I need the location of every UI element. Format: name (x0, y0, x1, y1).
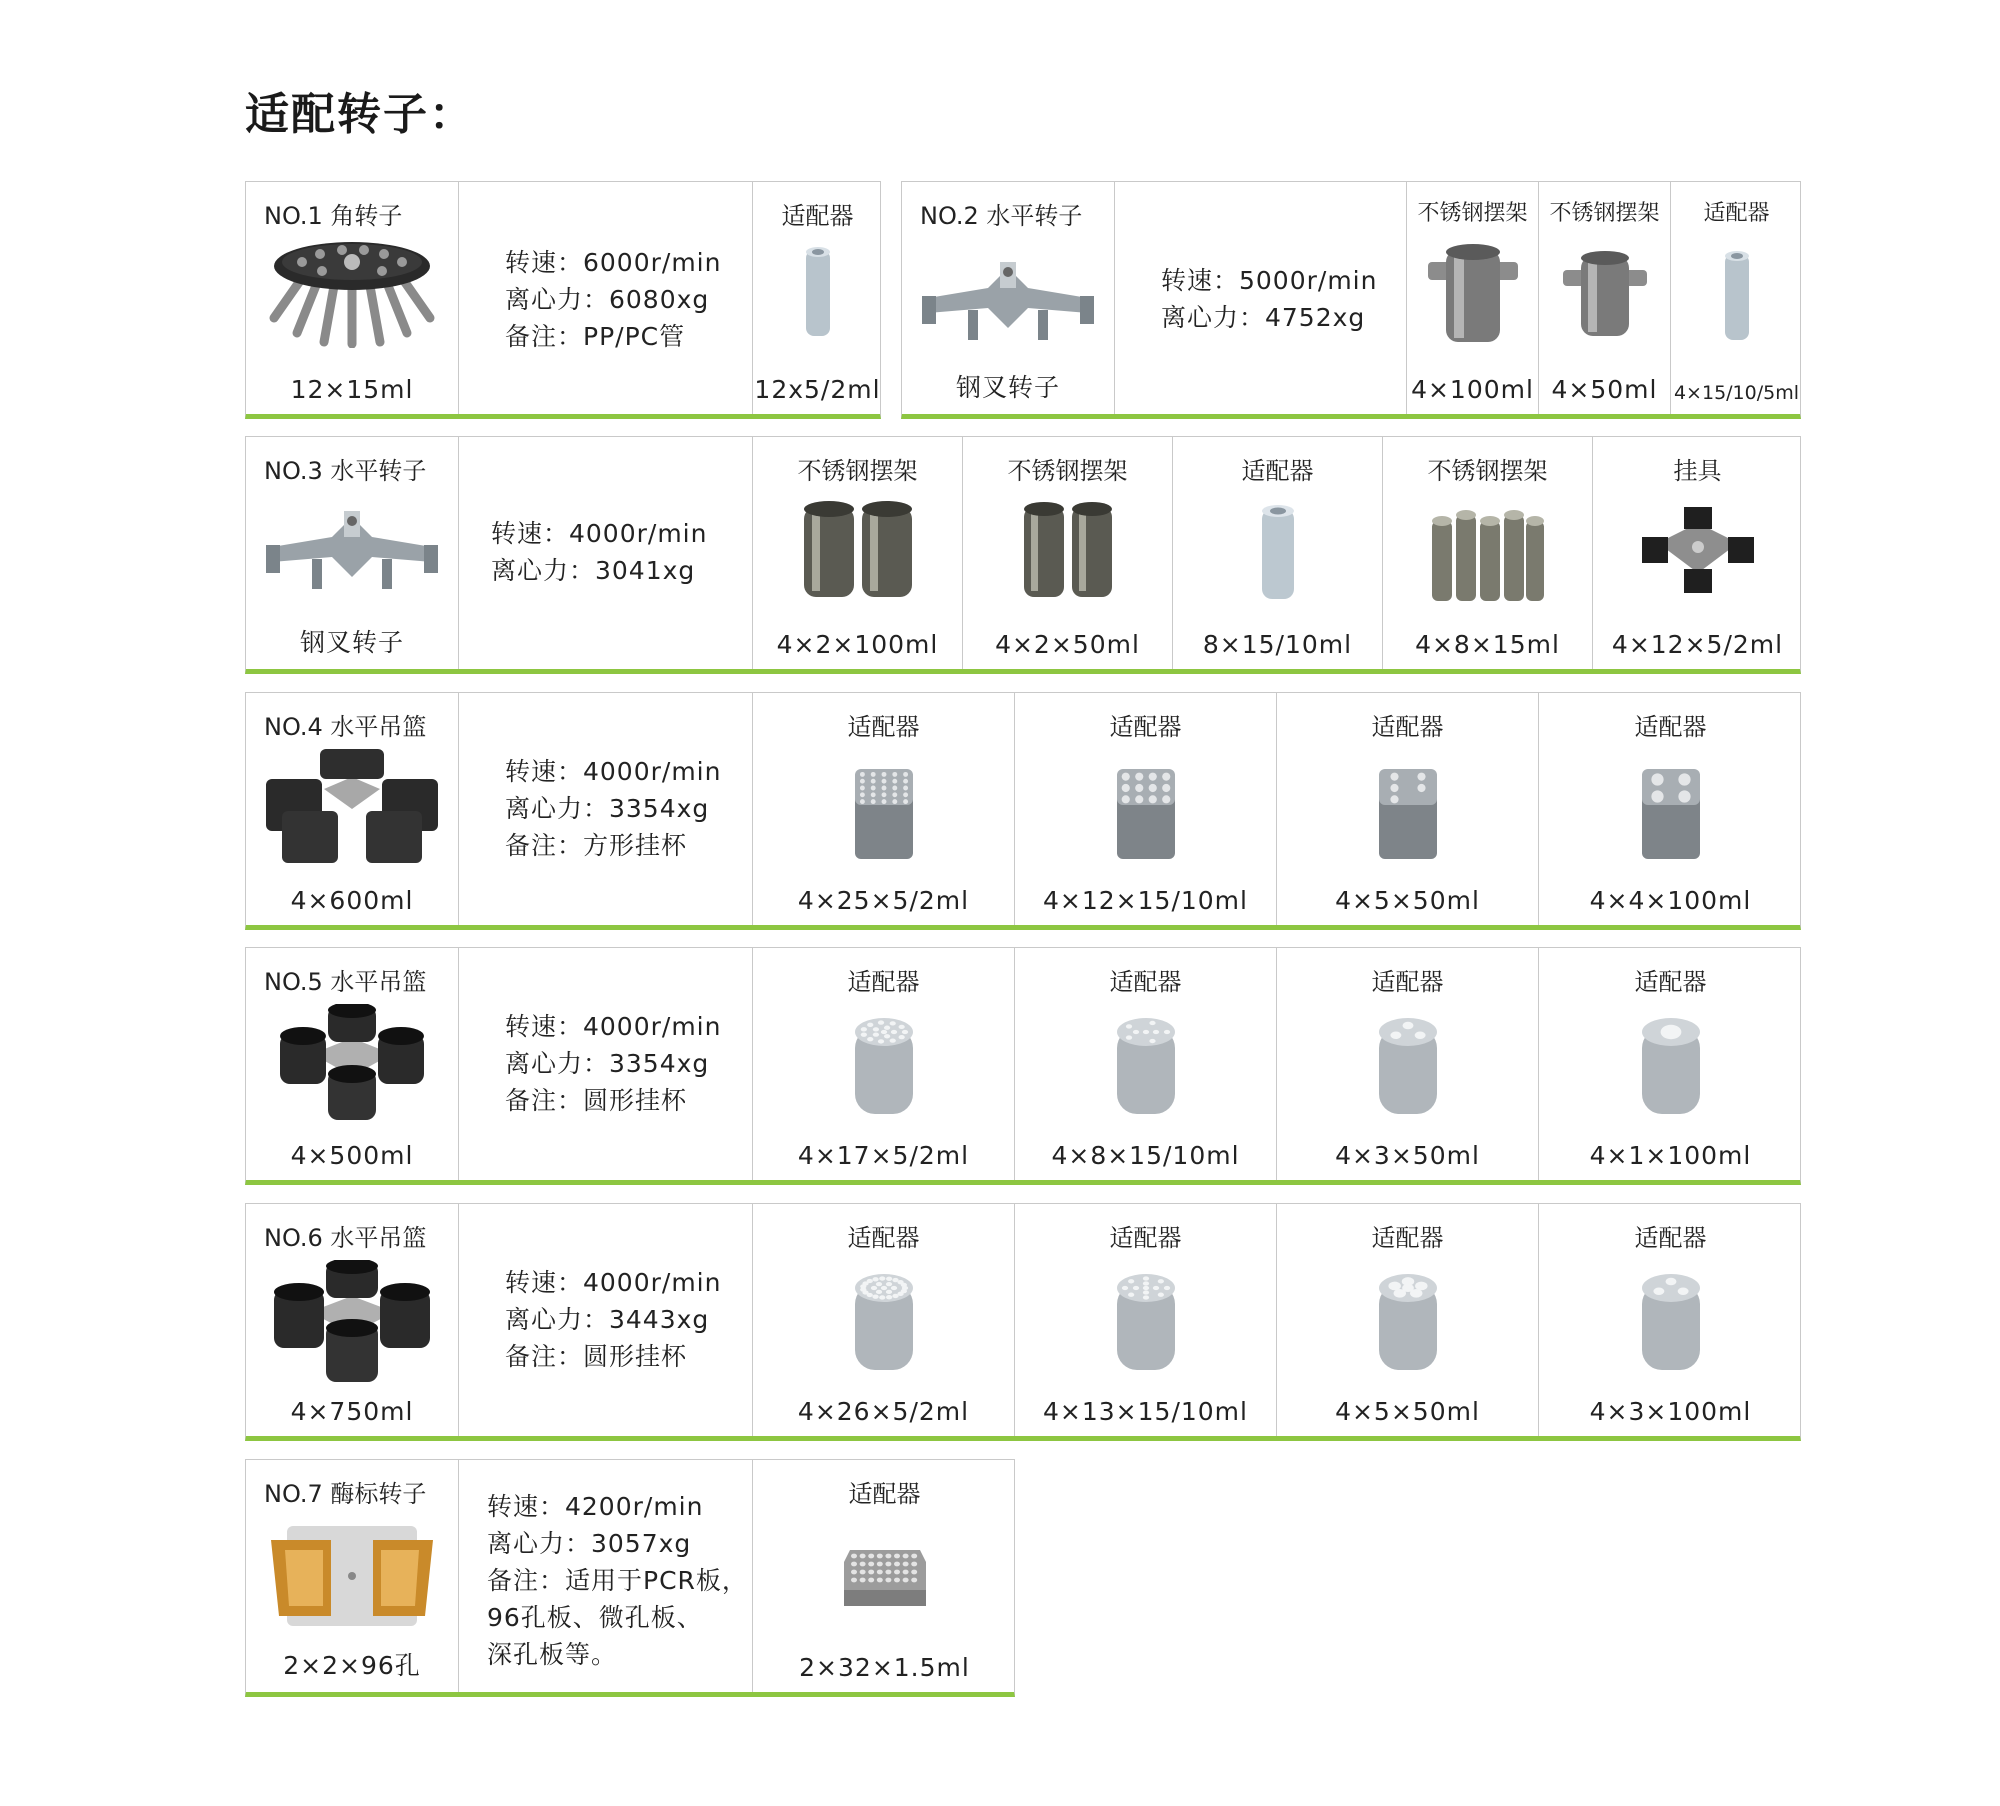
round-adapter-icon (1111, 1270, 1181, 1376)
rotor-cell (246, 182, 459, 414)
accessory-cell (1015, 693, 1277, 925)
accessory-capacity: 4×3×50ml (1335, 1141, 1480, 1170)
adapter-hole (1390, 795, 1398, 803)
adapter-hole (1142, 1281, 1148, 1285)
rotor-capacity: 4×600ml (290, 886, 414, 915)
round-adapter-icon (1111, 1014, 1181, 1120)
adapter-hole (903, 786, 908, 791)
adapter-hole (883, 1034, 889, 1038)
adapter-hole (1132, 1286, 1138, 1290)
rotor-cell (902, 182, 1115, 414)
adapter-hole (872, 1032, 878, 1036)
adapter-hole (1678, 773, 1690, 785)
rotor-name: NO.3 水平转子 (264, 457, 427, 485)
adapter-hole (881, 799, 886, 804)
rotor-capacity: 2×2×96孔 (283, 1651, 421, 1680)
swing-rotor-icon (262, 507, 442, 597)
adapter-hole (903, 799, 908, 804)
adapter-hole (892, 799, 897, 804)
accessory-capacity: 4×2×50ml (995, 630, 1140, 659)
adapter-hole (1390, 1031, 1401, 1039)
adapter-hole (881, 786, 886, 791)
plate-hole (885, 1562, 891, 1567)
rotor-cell (246, 437, 459, 669)
plate-hole (902, 1554, 908, 1559)
accessory-cell (963, 437, 1173, 669)
round-adapter-icon (1373, 1014, 1443, 1120)
plate-hole (885, 1570, 891, 1575)
adapter-hole (885, 1290, 891, 1294)
round-adapter-icon (849, 1014, 919, 1120)
adapter-hole (1402, 1284, 1414, 1292)
specs-cell (1115, 182, 1407, 414)
spec-speed: 转速：4000r/min (505, 1012, 722, 1041)
accessory-cell (1277, 1204, 1539, 1436)
adapter-hole (1678, 790, 1690, 802)
accessory-cell (1173, 437, 1383, 669)
plate-hole (911, 1578, 917, 1583)
adapter-hole (886, 1277, 892, 1281)
spec-speed: 转速：4000r/min (505, 757, 722, 786)
plate-hole (885, 1578, 891, 1583)
spec-note: 备注：圆形挂杯 (505, 1342, 688, 1371)
plate-hole (876, 1562, 882, 1567)
spec-force: 离心力：3354xg (505, 794, 710, 823)
adapter-hole (1135, 773, 1143, 781)
plate-hole (868, 1562, 874, 1567)
accessory-cell (753, 437, 963, 669)
adapter-hole (859, 799, 864, 804)
adapter-hole (890, 1286, 896, 1290)
adapter-hole (881, 772, 886, 777)
adapter-hole (1163, 1286, 1169, 1290)
accessory-label: 适配器 (1371, 1224, 1444, 1252)
plate-hole (859, 1554, 865, 1559)
rotor-cell (246, 1204, 459, 1436)
accessory-cell (1015, 1204, 1277, 1436)
adapter-hole (867, 1023, 873, 1027)
spec-speed: 转速：4200r/min (487, 1492, 704, 1521)
accessory-cell (753, 1460, 1016, 1692)
steel-bucket-icon (1563, 248, 1647, 344)
adapter-hole (900, 1283, 906, 1287)
plate-hole (876, 1578, 882, 1583)
adapter-hole (1653, 1287, 1664, 1295)
double-bucket-icon (798, 497, 918, 603)
accessory-cell (1015, 948, 1277, 1180)
rotor-name: NO.1 角转子 (264, 202, 403, 230)
adapter-hole (889, 1021, 895, 1025)
accessory-capacity: 4×2×100ml (776, 630, 939, 659)
accessory-label: 不锈钢摆架 (1427, 457, 1548, 485)
steel-bucket-icon (1428, 240, 1518, 350)
adapter-hole (880, 1286, 886, 1290)
adapter-hole (877, 1039, 883, 1043)
accessory-cell (753, 182, 882, 414)
adapter-hole (1162, 773, 1170, 781)
adapter-hole (1665, 1278, 1676, 1286)
adapter-hole (870, 772, 875, 777)
plate-hole (868, 1578, 874, 1583)
multi-bucket-icon (1428, 501, 1548, 605)
rotor-capacity: 钢叉转子 (955, 373, 1060, 402)
adapter-hole (1142, 1276, 1148, 1280)
accessory-label: 适配器 (1634, 968, 1707, 996)
specs-cell (459, 693, 753, 925)
accessory-label: 适配器 (847, 713, 920, 741)
adapter-hole (870, 792, 875, 797)
adapter-hole (903, 772, 908, 777)
accessory-label: 适配器 (1109, 968, 1182, 996)
adapter-hole (879, 1295, 885, 1299)
adapter-hole (867, 1037, 873, 1041)
specs-cell (459, 1204, 753, 1436)
adapter-hole (901, 1030, 907, 1034)
adapter-hole (1149, 1021, 1155, 1025)
spec-force: 离心力：4752xg (1161, 303, 1366, 332)
accessory-capacity: 2×32×1.5ml (799, 1653, 970, 1682)
adapter-hole (859, 772, 864, 777)
rotor-name: NO.6 水平吊篮 (264, 1224, 427, 1252)
adapter-hole (1417, 773, 1425, 781)
adapter-hole (1152, 1286, 1158, 1290)
adapter-hole (898, 1035, 904, 1039)
adapter-hole (1390, 773, 1398, 781)
accessory-label: 挂具 (1673, 457, 1722, 485)
plate-rotor-icon (267, 1520, 437, 1632)
rotor-card-7 (245, 1459, 1015, 1697)
plate-hole (868, 1554, 874, 1559)
accessory-cell (1539, 693, 1802, 925)
adapter-hole (1157, 1279, 1163, 1283)
plate-hole (876, 1554, 882, 1559)
plate-hole (911, 1562, 917, 1567)
accessory-capacity: 4×50ml (1551, 375, 1658, 404)
rotor-cell (246, 948, 459, 1180)
rotor-name: NO.7 酶标转子 (264, 1480, 427, 1508)
adapter-hole (872, 1027, 878, 1031)
angle-rotor-icon (262, 238, 442, 348)
rotor-cell (246, 1460, 459, 1692)
plate-hole (902, 1578, 908, 1583)
accessory-cell (1671, 182, 1802, 414)
adapter-hole (1651, 790, 1663, 802)
adapter-hole (1128, 1279, 1134, 1283)
accessory-cell (1539, 948, 1802, 1180)
tube-adapter-icon (798, 242, 838, 342)
adapter-hole (1135, 795, 1143, 803)
adapter-hole (1142, 1290, 1148, 1294)
adapter-hole (1135, 784, 1143, 792)
adapter-hole (889, 1038, 895, 1042)
adapter-hole (1417, 784, 1425, 792)
adapter-hole (866, 1279, 872, 1283)
rotor-cell (246, 693, 459, 925)
spec-force: 离心力：3443xg (505, 1305, 710, 1334)
adapter-hole (1162, 795, 1170, 803)
adapter-hole (1132, 1030, 1138, 1034)
spec-speed: 转速：4000r/min (491, 519, 708, 548)
adapter-hole (1677, 1287, 1688, 1295)
accessory-label: 不锈钢摆架 (797, 457, 918, 485)
adapter-hole (1142, 1295, 1148, 1299)
accessory-label: 适配器 (1634, 713, 1707, 741)
adapter-hole (870, 1286, 876, 1290)
accessory-capacity: 4×1×100ml (1589, 1141, 1752, 1170)
round-bucket-rotor-icon (272, 1004, 432, 1124)
adapter-hole (903, 779, 908, 784)
plate-hole (894, 1554, 900, 1559)
plate-hole (859, 1570, 865, 1575)
accessory-cell (753, 693, 1015, 925)
adapter-hole (1148, 773, 1156, 781)
rotor-card-1 (245, 181, 881, 419)
accessory-capacity: 12x5/2ml (754, 375, 881, 404)
accessory-capacity: 4×26×5/2ml (797, 1397, 970, 1426)
rotor-capacity: 4×750ml (290, 1397, 414, 1426)
accessory-label: 适配器 (1241, 457, 1314, 485)
spec-note: 备注：方形挂杯 (505, 831, 688, 860)
plate-hole (894, 1578, 900, 1583)
accessory-label: 不锈钢摆架 (1007, 457, 1128, 485)
plate-hole (851, 1554, 857, 1559)
accessory-cell (1539, 182, 1671, 414)
adapter-hole (892, 792, 897, 797)
rotor-name: NO.5 水平吊篮 (264, 968, 427, 996)
page-title: 适配转子： (245, 89, 475, 140)
hanger-icon (1638, 503, 1758, 603)
adapter-hole (1157, 1293, 1163, 1297)
accessory-capacity: 4×5×50ml (1335, 886, 1480, 915)
adapter-hole (872, 1295, 878, 1299)
accessory-capacity: 4×17×5/2ml (797, 1141, 970, 1170)
plate-hole (876, 1570, 882, 1575)
rotor-name: NO.2 水平转子 (920, 202, 1083, 230)
rotor-capacity: 12×15ml (290, 375, 414, 404)
adapter-hole (1128, 1293, 1134, 1297)
adapter-hole (881, 792, 886, 797)
accessory-label: 适配器 (1703, 201, 1770, 226)
accessory-label: 适配器 (1109, 1224, 1182, 1252)
spec-speed: 转速：6000r/min (505, 248, 722, 277)
adapter-hole (859, 779, 864, 784)
round-adapter-icon (1373, 1270, 1443, 1376)
accessory-capacity: 4×15/10/5ml (1673, 382, 1800, 404)
adapter-hole (1651, 773, 1663, 785)
accessory-capacity: 4×12×5/2ml (1611, 630, 1784, 659)
adapter-hole (870, 779, 875, 784)
adapter-hole (883, 1026, 889, 1030)
spec-speed: 转速：4000r/min (505, 1268, 722, 1297)
specs-cell (459, 182, 753, 414)
accessory-label: 适配器 (1371, 968, 1444, 996)
accessory-label: 适配器 (1371, 713, 1444, 741)
spec-force: 离心力：3057xg (487, 1529, 692, 1558)
adapter-hole (1121, 1286, 1127, 1290)
accessory-cell (753, 948, 1015, 1180)
plate-hole (859, 1578, 865, 1583)
rotor-card-4 (245, 692, 1801, 930)
rotor-card-5 (245, 947, 1801, 1185)
adapter-hole (886, 1295, 892, 1299)
accessory-capacity: 4×13×15/10ml (1043, 1397, 1248, 1426)
spec-force: 离心力：6080xg (505, 285, 710, 314)
accessory-capacity: 4×8×15ml (1415, 630, 1560, 659)
adapter-hole (1125, 1035, 1131, 1039)
plate-hole (851, 1578, 857, 1583)
round-adapter-icon (1636, 1014, 1706, 1120)
swing-rotor-icon (918, 258, 1098, 348)
plate-hole (885, 1554, 891, 1559)
plate-hole (868, 1570, 874, 1575)
square-adapter-icon (1373, 763, 1443, 863)
plate-hole (894, 1570, 900, 1575)
adapter-hole (1402, 1022, 1413, 1030)
adapter-hole (870, 786, 875, 791)
tube-adapter-icon (1256, 501, 1300, 605)
accessory-capacity: 4×25×5/2ml (797, 886, 970, 915)
accessory-cell (1407, 182, 1539, 414)
accessory-capacity: 4×3×100ml (1589, 1397, 1752, 1426)
accessory-label: 适配器 (847, 968, 920, 996)
accessory-cell (1593, 437, 1802, 669)
accessory-cell (1383, 437, 1593, 669)
adapter-hole (1388, 1282, 1400, 1291)
accessory-cell (753, 1204, 1015, 1436)
accessory-label: 适配器 (1109, 713, 1182, 741)
accessory-label: 不锈钢摆架 (1549, 201, 1660, 226)
adapter-hole (903, 792, 908, 797)
adapter-hole (1414, 1031, 1425, 1039)
round-bucket-rotor-icon (270, 1260, 434, 1384)
accessory-capacity: 4×8×15/10ml (1051, 1141, 1240, 1170)
adapter-hole (1121, 784, 1129, 792)
accessory-capacity: 4×5×50ml (1335, 1397, 1480, 1426)
adapter-hole (892, 1294, 898, 1298)
adapter-hole (1660, 1025, 1681, 1039)
plate-hole (851, 1570, 857, 1575)
adapter-hole (860, 1033, 866, 1037)
adapter-hole (1149, 1039, 1155, 1043)
spec-note-line3: 深孔板等。 (487, 1640, 618, 1669)
spec-speed: 转速：5000r/min (1161, 266, 1378, 295)
adapter-hole (1148, 795, 1156, 803)
adapter-hole (1390, 784, 1398, 792)
plate-hole (859, 1562, 865, 1567)
accessory-capacity: 4×12×15/10ml (1043, 886, 1248, 915)
accessory-label: 适配器 (1634, 1224, 1707, 1252)
accessory-cell (1539, 1204, 1802, 1436)
rotor-name: NO.4 水平吊篮 (264, 713, 427, 741)
rotor-card-3 (245, 436, 1801, 674)
plate-hole (851, 1562, 857, 1567)
adapter-hole (872, 1277, 878, 1281)
accessory-capacity: 4×4×100ml (1589, 886, 1752, 915)
round-adapter-icon (849, 1270, 919, 1376)
accessory-label: 适配器 (847, 1224, 920, 1252)
adapter-hole (892, 786, 897, 791)
adapter-hole (1125, 1024, 1131, 1028)
adapter-hole (877, 1020, 883, 1024)
spec-note: 备注：适用于PCR板， (487, 1566, 748, 1595)
adapter-hole (898, 1025, 904, 1029)
spec-force: 离心力：3354xg (505, 1049, 710, 1078)
adapter-hole (879, 1276, 885, 1280)
accessory-cell (1277, 693, 1539, 925)
adapter-hole (1162, 784, 1170, 792)
adapter-hole (1121, 773, 1129, 781)
adapter-hole (1121, 795, 1129, 803)
adapter-hole (890, 1030, 896, 1034)
accessory-capacity: 8×15/10ml (1202, 630, 1353, 659)
adapter-hole (870, 799, 875, 804)
rotor-card-6 (245, 1203, 1801, 1441)
adapter-hole (859, 786, 864, 791)
adapter-hole (885, 1282, 891, 1286)
spec-force: 离心力：3041xg (491, 556, 696, 585)
accessory-label: 适配器 (781, 202, 854, 230)
adapter-hole (1152, 1030, 1158, 1034)
plate-block-icon (840, 1542, 930, 1614)
spec-note-line2: 96孔板、微孔板、 (487, 1603, 703, 1632)
plate-hole (894, 1562, 900, 1567)
rotor-capacity: 4×500ml (290, 1141, 414, 1170)
accessory-label: 适配器 (848, 1480, 921, 1508)
accessory-cell (1277, 948, 1539, 1180)
specs-cell (459, 948, 753, 1180)
plate-hole (902, 1562, 908, 1567)
tube-adapter-icon (1717, 246, 1757, 346)
round-adapter-icon (1636, 1270, 1706, 1376)
adapter-hole (859, 792, 864, 797)
rotor-card-2 (901, 181, 1801, 419)
square-adapter-icon (1111, 763, 1181, 863)
plate-hole (911, 1570, 917, 1575)
adapter-hole (875, 1290, 881, 1294)
specs-cell (459, 437, 753, 669)
specs-cell (459, 1460, 753, 1692)
square-adapter-icon (849, 763, 919, 863)
double-bucket-icon (1018, 497, 1118, 603)
square-adapter-icon (1636, 763, 1706, 863)
adapter-hole (1148, 784, 1156, 792)
square-bucket-rotor-icon (264, 749, 440, 869)
plate-hole (902, 1570, 908, 1575)
adapter-hole (860, 1027, 866, 1031)
adapter-hole (1163, 1030, 1169, 1034)
spec-note: 备注：PP/PC管 (505, 322, 686, 351)
accessory-capacity: 4×100ml (1411, 375, 1534, 404)
spec-note: 备注：圆形挂杯 (505, 1086, 688, 1115)
adapter-hole (880, 1030, 886, 1034)
adapter-hole (875, 1282, 881, 1286)
plate-hole (911, 1554, 917, 1559)
adapter-hole (881, 779, 886, 784)
adapter-hole (892, 772, 897, 777)
adapter-hole (1142, 1286, 1148, 1290)
accessory-label: 不锈钢摆架 (1417, 201, 1528, 226)
adapter-hole (1142, 1030, 1148, 1034)
adapter-hole (892, 779, 897, 784)
rotor-capacity: 钢叉转子 (299, 628, 404, 657)
